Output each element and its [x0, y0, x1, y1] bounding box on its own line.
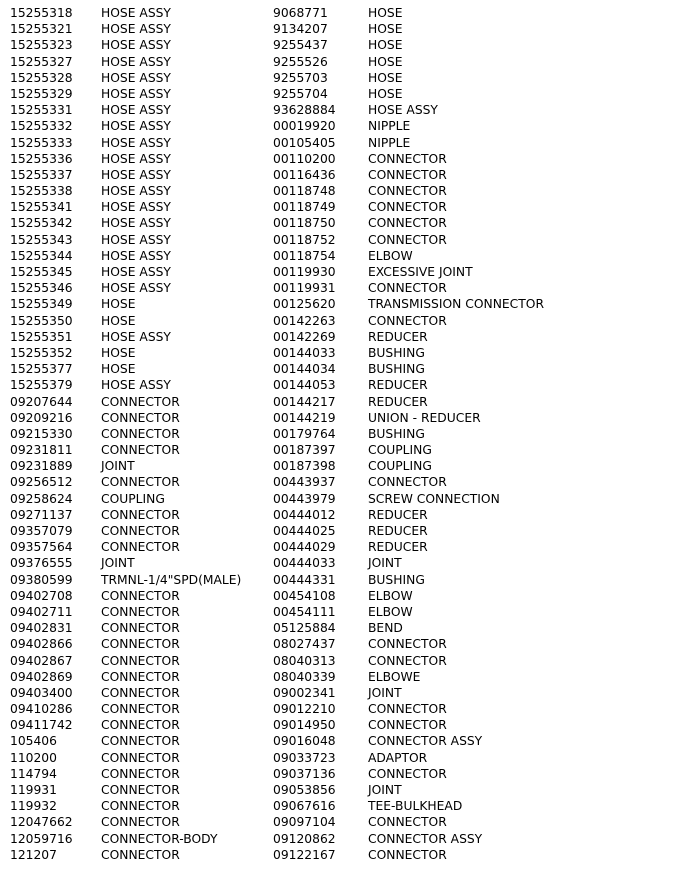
part-number-cell: 119931 [10, 783, 57, 797]
part-number-cell: 09215330 [10, 426, 73, 441]
description-cell: ELBOW [368, 604, 413, 619]
description-cell: CONNECTOR [101, 669, 180, 684]
part-number-cell: 105406 [10, 734, 57, 749]
description-cell: HOSE ASSY [101, 151, 171, 166]
part-number-cell: 09053856 [273, 783, 336, 797]
part-number-cell: 09410286 [10, 702, 73, 717]
left-description-column [101, 5, 241, 863]
description-cell: REDUCER [368, 378, 428, 393]
part-number-cell: 114794 [10, 766, 57, 781]
description-cell: CONNECTOR [368, 232, 447, 247]
description-cell: REDUCER [368, 329, 428, 344]
part-number-cell: 09402711 [10, 604, 73, 619]
description-cell: COUPLING [101, 491, 165, 506]
description-cell: CONNECTOR [368, 475, 447, 490]
description-cell: CONNECTOR [368, 313, 447, 328]
description-cell: HOSE ASSY [101, 248, 171, 263]
part-number-cell: 00443937 [273, 475, 336, 490]
description-cell: HOSE ASSY [101, 378, 171, 393]
description-cell: CONNECTOR [101, 799, 180, 814]
description-cell: HOSE [368, 6, 403, 20]
part-number-cell: 00105405 [273, 135, 336, 150]
description-cell: REDUCER [368, 394, 428, 409]
description-cell: CONNECTOR [368, 184, 447, 199]
description-cell: CONNECTOR [368, 653, 447, 668]
description-cell: HOSE [101, 313, 136, 328]
right-part-number-column [273, 5, 336, 863]
part-number-cell: 09097104 [273, 815, 336, 830]
part-number-cell: 9068771 [273, 6, 328, 20]
part-number-cell: 15255346 [10, 281, 73, 296]
description-cell: HOSE [101, 297, 136, 312]
description-cell: CONNECTOR [101, 443, 180, 458]
part-number-cell: 00187397 [273, 443, 336, 458]
description-cell: BUSHING [368, 426, 425, 441]
description-cell: JOINT [101, 459, 135, 474]
description-cell: HOSE [101, 362, 136, 377]
description-cell: CONNECTOR-BODY [101, 831, 218, 846]
description-cell: HOSE ASSY [368, 103, 438, 118]
part-number-cell: 00444012 [273, 507, 336, 522]
description-cell: CONNECTOR [101, 750, 180, 765]
description-cell: CONNECTOR [101, 734, 180, 749]
description-cell: NIPPLE [368, 119, 411, 134]
part-number-cell: 09402866 [10, 637, 73, 652]
part-number-cell: 09207644 [10, 394, 73, 409]
description-cell: BUSHING [368, 362, 425, 377]
part-number-cell: 00110200 [273, 151, 336, 166]
description-cell: CONNECTOR [368, 702, 447, 717]
description-cell: CONNECTOR [368, 200, 447, 215]
part-number-cell: 15255350 [10, 313, 73, 328]
part-number-cell: 15255332 [10, 119, 73, 134]
part-number-cell: 15255344 [10, 248, 73, 263]
description-cell: TRMNL-1/4"SPD(MALE) [101, 572, 242, 587]
description-cell: COUPLING [368, 459, 432, 474]
part-number-cell: 15255349 [10, 297, 73, 312]
part-number-cell: 15255327 [10, 54, 73, 69]
description-cell: EXCESSIVE JOINT [368, 265, 473, 279]
part-number-cell: 00444025 [273, 524, 336, 538]
part-number-cell: 00144053 [273, 378, 336, 393]
part-number-cell: 08040339 [273, 669, 336, 684]
description-cell: TEE-BULKHEAD [368, 799, 463, 814]
part-number-cell: 00019920 [273, 119, 336, 134]
part-number-cell: 15255321 [10, 22, 73, 37]
part-number-cell: 00119930 [273, 265, 336, 279]
description-cell: CONNECTOR [101, 637, 180, 652]
description-cell: CONNECTOR [101, 394, 180, 409]
part-number-cell: 00444331 [273, 572, 336, 587]
part-number-cell: 93628884 [273, 103, 336, 118]
description-cell: HOSE [368, 38, 403, 53]
part-number-cell: 09256512 [10, 475, 73, 490]
part-number-cell: 09402869 [10, 669, 73, 684]
description-cell: HOSE ASSY [101, 54, 171, 69]
part-number-cell: 9134207 [273, 22, 328, 37]
part-number-cell: 00187398 [273, 459, 336, 474]
part-number-cell: 15255351 [10, 329, 73, 344]
description-cell: CONNECTOR [368, 216, 447, 231]
part-number-cell: 09014950 [273, 718, 336, 733]
description-cell: HOSE ASSY [101, 167, 171, 182]
part-number-cell: 15255318 [10, 6, 73, 20]
part-number-cell: 09402708 [10, 588, 73, 603]
part-number-cell: 15255336 [10, 151, 73, 166]
part-number-cell: 110200 [10, 750, 57, 765]
part-number-cell: 09120862 [273, 831, 336, 846]
part-number-cell: 15255331 [10, 103, 73, 118]
description-cell: HOSE [368, 54, 403, 69]
description-cell: HOSE [368, 22, 403, 37]
description-cell: CONNECTOR [101, 588, 180, 603]
description-cell: CONNECTOR [101, 847, 180, 862]
description-cell: CONNECTOR [368, 151, 447, 166]
description-cell: HOSE ASSY [101, 70, 171, 85]
left-part-number-column [10, 5, 73, 863]
part-number-cell: 12047662 [10, 815, 73, 830]
part-number-cell: 00443979 [273, 491, 336, 506]
description-cell: ELBOWE [368, 669, 421, 684]
part-number-cell: 00454108 [273, 588, 336, 603]
description-cell: HOSE [368, 86, 403, 101]
part-number-cell: 09067616 [273, 799, 336, 814]
description-cell: HOSE [101, 345, 136, 360]
description-cell: CONNECTOR [101, 783, 180, 797]
description-cell: JOINT [368, 556, 402, 571]
part-number-cell: 15255352 [10, 345, 73, 360]
part-number-cell: 09411742 [10, 718, 73, 733]
description-cell: JOINT [368, 783, 402, 797]
description-cell: BUSHING [368, 572, 425, 587]
part-number-cell: 09380599 [10, 572, 73, 587]
part-number-cell: 9255437 [273, 38, 328, 53]
description-cell: COUPLING [368, 443, 432, 458]
description-cell: JOINT [101, 556, 135, 571]
description-cell: CONNECTOR [368, 847, 447, 862]
description-cell: CONNECTOR [101, 540, 180, 555]
description-cell: REDUCER [368, 507, 428, 522]
part-number-cell: 15255379 [10, 378, 73, 393]
description-cell: CONNECTOR [368, 815, 447, 830]
part-number-cell: 00144217 [273, 394, 336, 409]
description-cell: HOSE ASSY [101, 265, 171, 279]
description-cell: CONNECTOR [101, 766, 180, 781]
description-cell: HOSE ASSY [101, 281, 171, 296]
description-cell: REDUCER [368, 524, 428, 538]
part-number-cell: 00444029 [273, 540, 336, 555]
description-cell: HOSE ASSY [101, 184, 171, 199]
description-cell: HOSE ASSY [101, 86, 171, 101]
description-cell: HOSE ASSY [101, 232, 171, 247]
description-cell: SCREW CONNECTION [368, 491, 500, 506]
description-cell: CONNECTOR [368, 167, 447, 182]
description-cell: CONNECTOR [101, 685, 180, 700]
part-number-cell: 09033723 [273, 750, 336, 765]
part-number-cell: 121207 [10, 847, 57, 862]
part-number-cell: 15255342 [10, 216, 73, 231]
part-number-cell: 00119931 [273, 281, 336, 296]
description-cell: CONNECTOR [101, 815, 180, 830]
part-number-cell: 12059716 [10, 831, 73, 846]
description-cell: CONNECTOR [368, 766, 447, 781]
part-number-cell: 00444033 [273, 556, 336, 571]
description-cell: ELBOW [368, 588, 413, 603]
part-number-cell: 15255323 [10, 38, 73, 53]
part-number-cell: 00142269 [273, 329, 336, 344]
description-cell: CONNECTOR ASSY [368, 831, 483, 846]
part-number-cell: 00118754 [273, 248, 336, 263]
part-number-cell: 09402831 [10, 621, 73, 636]
part-number-cell: 9255526 [273, 54, 328, 69]
description-cell: HOSE [368, 70, 403, 85]
description-cell: HOSE ASSY [101, 38, 171, 53]
description-cell: CONNECTOR [101, 718, 180, 733]
part-number-cell: 15255328 [10, 70, 73, 85]
part-number-cell: 00142263 [273, 313, 336, 328]
description-cell: CONNECTOR [101, 426, 180, 441]
part-number-cell: 08040313 [273, 653, 336, 668]
part-number-cell: 08027437 [273, 637, 336, 652]
description-cell: CONNECTOR [101, 621, 180, 636]
description-cell: CONNECTOR [101, 410, 180, 425]
part-number-cell: 15255338 [10, 184, 73, 199]
part-number-cell: 00118750 [273, 216, 336, 231]
description-cell: CONNECTOR [368, 637, 447, 652]
part-number-cell: 09002341 [273, 685, 336, 700]
part-number-cell: 00144033 [273, 345, 336, 360]
description-cell: HOSE ASSY [101, 329, 171, 344]
part-number-cell: 09016048 [273, 734, 336, 749]
description-cell: CONNECTOR [101, 604, 180, 619]
part-number-cell: 00125620 [273, 297, 336, 312]
part-number-cell: 05125884 [273, 621, 336, 636]
part-number-cell: 00179764 [273, 426, 336, 441]
description-cell: NIPPLE [368, 135, 411, 150]
part-number-cell: 00116436 [273, 167, 336, 182]
description-cell: CONNECTOR [101, 507, 180, 522]
description-cell: CONNECTOR [368, 718, 447, 733]
description-cell: HOSE ASSY [101, 216, 171, 231]
description-cell: CONNECTOR [101, 702, 180, 717]
part-number-cell: 09209216 [10, 410, 73, 425]
part-number-cell: 15255337 [10, 167, 73, 182]
part-number-cell: 00118749 [273, 200, 336, 215]
description-cell: HOSE ASSY [101, 119, 171, 134]
description-cell: CONNECTOR ASSY [368, 734, 483, 749]
part-number-cell: 09258624 [10, 491, 73, 506]
part-number-cell: 00454111 [273, 604, 336, 619]
description-cell: CONNECTOR [101, 475, 180, 490]
part-number-cell: 09037136 [273, 766, 336, 781]
part-number-cell: 15255341 [10, 200, 73, 215]
right-description-column [368, 5, 544, 863]
part-number-cell: 09402867 [10, 653, 73, 668]
part-number-cell: 119932 [10, 799, 57, 814]
part-number-cell: 09403400 [10, 685, 73, 700]
description-cell: HOSE ASSY [101, 135, 171, 150]
part-number-cell: 00144219 [273, 410, 336, 425]
description-cell: CONNECTOR [101, 524, 180, 538]
description-cell: REDUCER [368, 540, 428, 555]
description-cell: JOINT [368, 685, 402, 700]
part-number-cell: 15255345 [10, 265, 73, 279]
part-number-cell: 15255377 [10, 362, 73, 377]
part-number-cell: 00118752 [273, 232, 336, 247]
description-cell: CONNECTOR [368, 281, 447, 296]
description-cell: HOSE ASSY [101, 200, 171, 215]
part-number-cell: 09012210 [273, 702, 336, 717]
part-number-cell: 15255343 [10, 232, 73, 247]
description-cell: ELBOW [368, 248, 413, 263]
part-number-cell: 09357079 [10, 524, 73, 538]
description-cell: UNION - REDUCER [368, 410, 481, 425]
part-number-cell: 15255333 [10, 135, 73, 150]
part-number-cell: 09231889 [10, 459, 73, 474]
part-number-cell: 09376555 [10, 556, 73, 571]
part-number-cell: 09271137 [10, 507, 73, 522]
description-cell: TRANSMISSION CONNECTOR [368, 297, 544, 312]
description-cell: HOSE ASSY [101, 22, 171, 37]
part-number-cell: 09122167 [273, 847, 336, 862]
part-number-cell: 9255703 [273, 70, 328, 85]
description-cell: BUSHING [368, 345, 425, 360]
description-cell: BEND [368, 621, 403, 636]
part-number-cell: 00118748 [273, 184, 336, 199]
description-cell: HOSE ASSY [101, 6, 171, 20]
part-number-cell: 09357564 [10, 540, 73, 555]
part-number-cell: 09231811 [10, 443, 73, 458]
description-cell: CONNECTOR [101, 653, 180, 668]
description-cell: ADAPTOR [368, 750, 428, 765]
description-cell: HOSE ASSY [101, 103, 171, 118]
part-number-cell: 15255329 [10, 86, 73, 101]
part-number-cell: 9255704 [273, 86, 328, 101]
part-number-cell: 00144034 [273, 362, 336, 377]
